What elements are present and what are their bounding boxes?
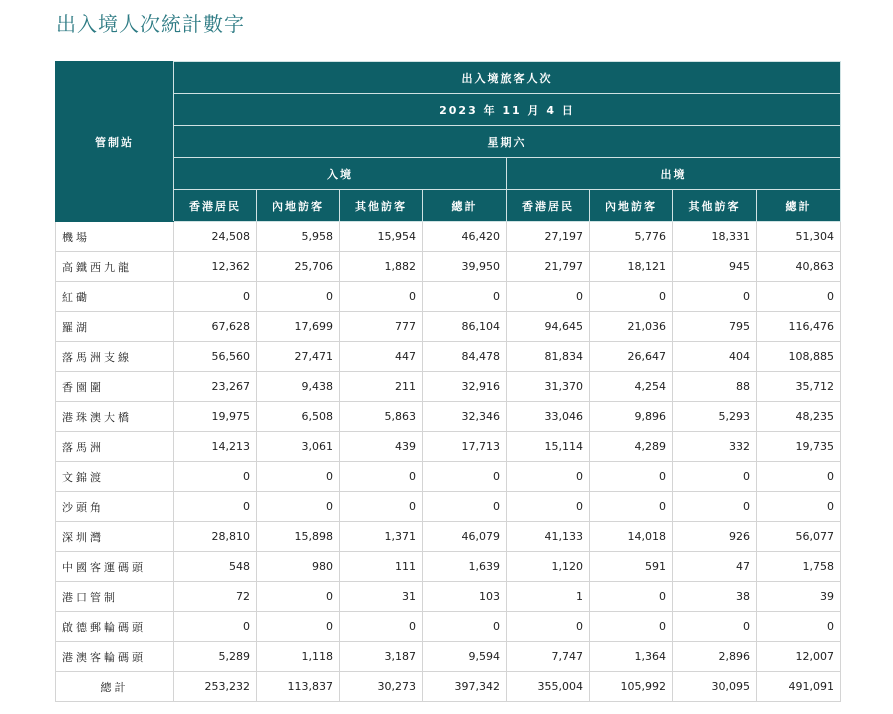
table-row <box>56 342 841 372</box>
column-header: 香港居民 <box>174 190 257 222</box>
value-cell: 27,197 <box>507 222 590 252</box>
value-cell: 31,370 <box>507 372 590 402</box>
value-cell: 5,776 <box>590 222 673 252</box>
value-cell: 3,187 <box>340 642 423 672</box>
value-cell: 0 <box>423 462 507 492</box>
value-cell: 15,114 <box>507 432 590 462</box>
value-cell: 105,992 <box>590 672 673 702</box>
value-cell: 0 <box>757 492 841 522</box>
table-body <box>56 222 841 702</box>
table-header <box>56 62 841 222</box>
table-row <box>56 312 841 342</box>
value-cell: 0 <box>590 582 673 612</box>
value-cell: 19,975 <box>174 402 257 432</box>
table-row <box>56 402 841 432</box>
value-cell: 18,331 <box>673 222 757 252</box>
value-cell: 6,508 <box>257 402 340 432</box>
value-cell: 0 <box>507 462 590 492</box>
statistics-table <box>55 61 841 702</box>
value-cell: 9,896 <box>590 402 673 432</box>
column-header: 其他訪客 <box>340 190 423 222</box>
value-cell: 30,095 <box>673 672 757 702</box>
value-cell: 0 <box>257 462 340 492</box>
value-cell: 2,896 <box>673 642 757 672</box>
value-cell: 0 <box>673 462 757 492</box>
value-cell: 86,104 <box>423 312 507 342</box>
table-row <box>56 222 841 252</box>
station-name: 落馬洲支線 <box>56 342 174 372</box>
value-cell: 46,079 <box>423 522 507 552</box>
column-header: 總計 <box>757 190 841 222</box>
value-cell: 51,304 <box>757 222 841 252</box>
value-cell: 404 <box>673 342 757 372</box>
value-cell: 1,120 <box>507 552 590 582</box>
table-row <box>56 642 841 672</box>
value-cell: 447 <box>340 342 423 372</box>
value-cell: 35,712 <box>757 372 841 402</box>
value-cell: 777 <box>340 312 423 342</box>
station-name: 啟德郵輪碼頭 <box>56 612 174 642</box>
value-cell: 40,863 <box>757 252 841 282</box>
value-cell: 0 <box>257 612 340 642</box>
value-cell: 1,364 <box>590 642 673 672</box>
value-cell: 0 <box>340 282 423 312</box>
value-cell: 67,628 <box>174 312 257 342</box>
table-row <box>56 282 841 312</box>
departure-header: 出境 <box>507 158 841 190</box>
value-cell: 0 <box>673 612 757 642</box>
value-cell: 14,018 <box>590 522 673 552</box>
value-cell: 1,639 <box>423 552 507 582</box>
value-cell: 0 <box>257 492 340 522</box>
weekday-header: 星期六 <box>174 126 841 158</box>
value-cell: 397,342 <box>423 672 507 702</box>
value-cell: 0 <box>590 492 673 522</box>
column-header: 總計 <box>423 190 507 222</box>
station-name: 香園圍 <box>56 372 174 402</box>
value-cell: 1 <box>507 582 590 612</box>
value-cell: 31 <box>340 582 423 612</box>
value-cell: 795 <box>673 312 757 342</box>
table-row <box>56 552 841 582</box>
value-cell: 0 <box>673 492 757 522</box>
value-cell: 0 <box>590 282 673 312</box>
value-cell: 17,713 <box>423 432 507 462</box>
value-cell: 18,121 <box>590 252 673 282</box>
station-name: 港口管制 <box>56 582 174 612</box>
value-cell: 0 <box>257 582 340 612</box>
value-cell: 0 <box>423 492 507 522</box>
value-cell: 56,560 <box>174 342 257 372</box>
table-row <box>56 522 841 552</box>
value-cell: 4,289 <box>590 432 673 462</box>
value-cell: 39,950 <box>423 252 507 282</box>
value-cell: 1,371 <box>340 522 423 552</box>
table-row <box>56 462 841 492</box>
value-cell: 7,747 <box>507 642 590 672</box>
value-cell: 12,007 <box>757 642 841 672</box>
page-title: 出入境人次統計數字 <box>56 12 245 36</box>
column-header: 內地訪客 <box>257 190 340 222</box>
station-name: 港珠澳大橋 <box>56 402 174 432</box>
value-cell: 23,267 <box>174 372 257 402</box>
value-cell: 5,863 <box>340 402 423 432</box>
table-row <box>56 582 841 612</box>
value-cell: 0 <box>423 282 507 312</box>
value-cell: 253,232 <box>174 672 257 702</box>
station-name: 總計 <box>56 672 174 702</box>
value-cell: 332 <box>673 432 757 462</box>
value-cell: 0 <box>340 462 423 492</box>
value-cell: 945 <box>673 252 757 282</box>
total-row <box>56 672 841 702</box>
value-cell: 15,898 <box>257 522 340 552</box>
value-cell: 47 <box>673 552 757 582</box>
table-row <box>56 612 841 642</box>
value-cell: 0 <box>174 282 257 312</box>
value-cell: 39 <box>757 582 841 612</box>
value-cell: 9,438 <box>257 372 340 402</box>
value-cell: 26,647 <box>590 342 673 372</box>
value-cell: 0 <box>340 612 423 642</box>
value-cell: 0 <box>340 492 423 522</box>
value-cell: 5,958 <box>257 222 340 252</box>
station-name: 機場 <box>56 222 174 252</box>
value-cell: 0 <box>174 462 257 492</box>
value-cell: 439 <box>340 432 423 462</box>
value-cell: 0 <box>507 492 590 522</box>
value-cell: 17,699 <box>257 312 340 342</box>
value-cell: 48,235 <box>757 402 841 432</box>
column-header: 香港居民 <box>507 190 590 222</box>
value-cell: 25,706 <box>257 252 340 282</box>
table-row <box>56 372 841 402</box>
value-cell: 211 <box>340 372 423 402</box>
value-cell: 0 <box>757 612 841 642</box>
value-cell: 33,046 <box>507 402 590 432</box>
value-cell: 46,420 <box>423 222 507 252</box>
station-name: 紅磡 <box>56 282 174 312</box>
value-cell: 111 <box>340 552 423 582</box>
value-cell: 1,118 <box>257 642 340 672</box>
value-cell: 491,091 <box>757 672 841 702</box>
value-cell: 5,289 <box>174 642 257 672</box>
value-cell: 1,882 <box>340 252 423 282</box>
value-cell: 21,036 <box>590 312 673 342</box>
station-name: 文錦渡 <box>56 462 174 492</box>
table-row <box>56 252 841 282</box>
value-cell: 4,254 <box>590 372 673 402</box>
value-cell: 591 <box>590 552 673 582</box>
value-cell: 24,508 <box>174 222 257 252</box>
station-column-header: 管制站 <box>56 62 174 222</box>
station-name: 中國客運碼頭 <box>56 552 174 582</box>
value-cell: 38 <box>673 582 757 612</box>
value-cell: 1,758 <box>757 552 841 582</box>
value-cell: 548 <box>174 552 257 582</box>
value-cell: 94,645 <box>507 312 590 342</box>
value-cell: 19,735 <box>757 432 841 462</box>
station-name: 高鐵西九龍 <box>56 252 174 282</box>
value-cell: 56,077 <box>757 522 841 552</box>
value-cell: 0 <box>174 492 257 522</box>
station-name: 羅湖 <box>56 312 174 342</box>
value-cell: 9,594 <box>423 642 507 672</box>
table-row <box>56 492 841 522</box>
value-cell: 0 <box>673 282 757 312</box>
value-cell: 81,834 <box>507 342 590 372</box>
value-cell: 0 <box>174 612 257 642</box>
group-header: 出入境旅客人次 <box>174 62 841 94</box>
value-cell: 926 <box>673 522 757 552</box>
value-cell: 0 <box>423 612 507 642</box>
column-header: 其他訪客 <box>673 190 757 222</box>
value-cell: 0 <box>590 612 673 642</box>
date-header: 2023 年 11 月 4 日 <box>174 94 841 126</box>
value-cell: 355,004 <box>507 672 590 702</box>
value-cell: 5,293 <box>673 402 757 432</box>
value-cell: 32,916 <box>423 372 507 402</box>
value-cell: 103 <box>423 582 507 612</box>
value-cell: 15,954 <box>340 222 423 252</box>
value-cell: 0 <box>757 462 841 492</box>
value-cell: 84,478 <box>423 342 507 372</box>
table-row <box>56 432 841 462</box>
value-cell: 980 <box>257 552 340 582</box>
value-cell: 88 <box>673 372 757 402</box>
value-cell: 27,471 <box>257 342 340 372</box>
value-cell: 0 <box>590 462 673 492</box>
station-name: 深圳灣 <box>56 522 174 552</box>
value-cell: 21,797 <box>507 252 590 282</box>
station-name: 港澳客輪碼頭 <box>56 642 174 672</box>
column-header: 內地訪客 <box>590 190 673 222</box>
value-cell: 0 <box>507 612 590 642</box>
value-cell: 3,061 <box>257 432 340 462</box>
value-cell: 108,885 <box>757 342 841 372</box>
value-cell: 28,810 <box>174 522 257 552</box>
value-cell: 14,213 <box>174 432 257 462</box>
value-cell: 41,133 <box>507 522 590 552</box>
station-name: 沙頭角 <box>56 492 174 522</box>
value-cell: 113,837 <box>257 672 340 702</box>
value-cell: 12,362 <box>174 252 257 282</box>
value-cell: 0 <box>507 282 590 312</box>
value-cell: 72 <box>174 582 257 612</box>
arrival-header: 入境 <box>174 158 507 190</box>
value-cell: 30,273 <box>340 672 423 702</box>
value-cell: 0 <box>757 282 841 312</box>
station-name: 落馬洲 <box>56 432 174 462</box>
value-cell: 0 <box>257 282 340 312</box>
value-cell: 32,346 <box>423 402 507 432</box>
value-cell: 116,476 <box>757 312 841 342</box>
